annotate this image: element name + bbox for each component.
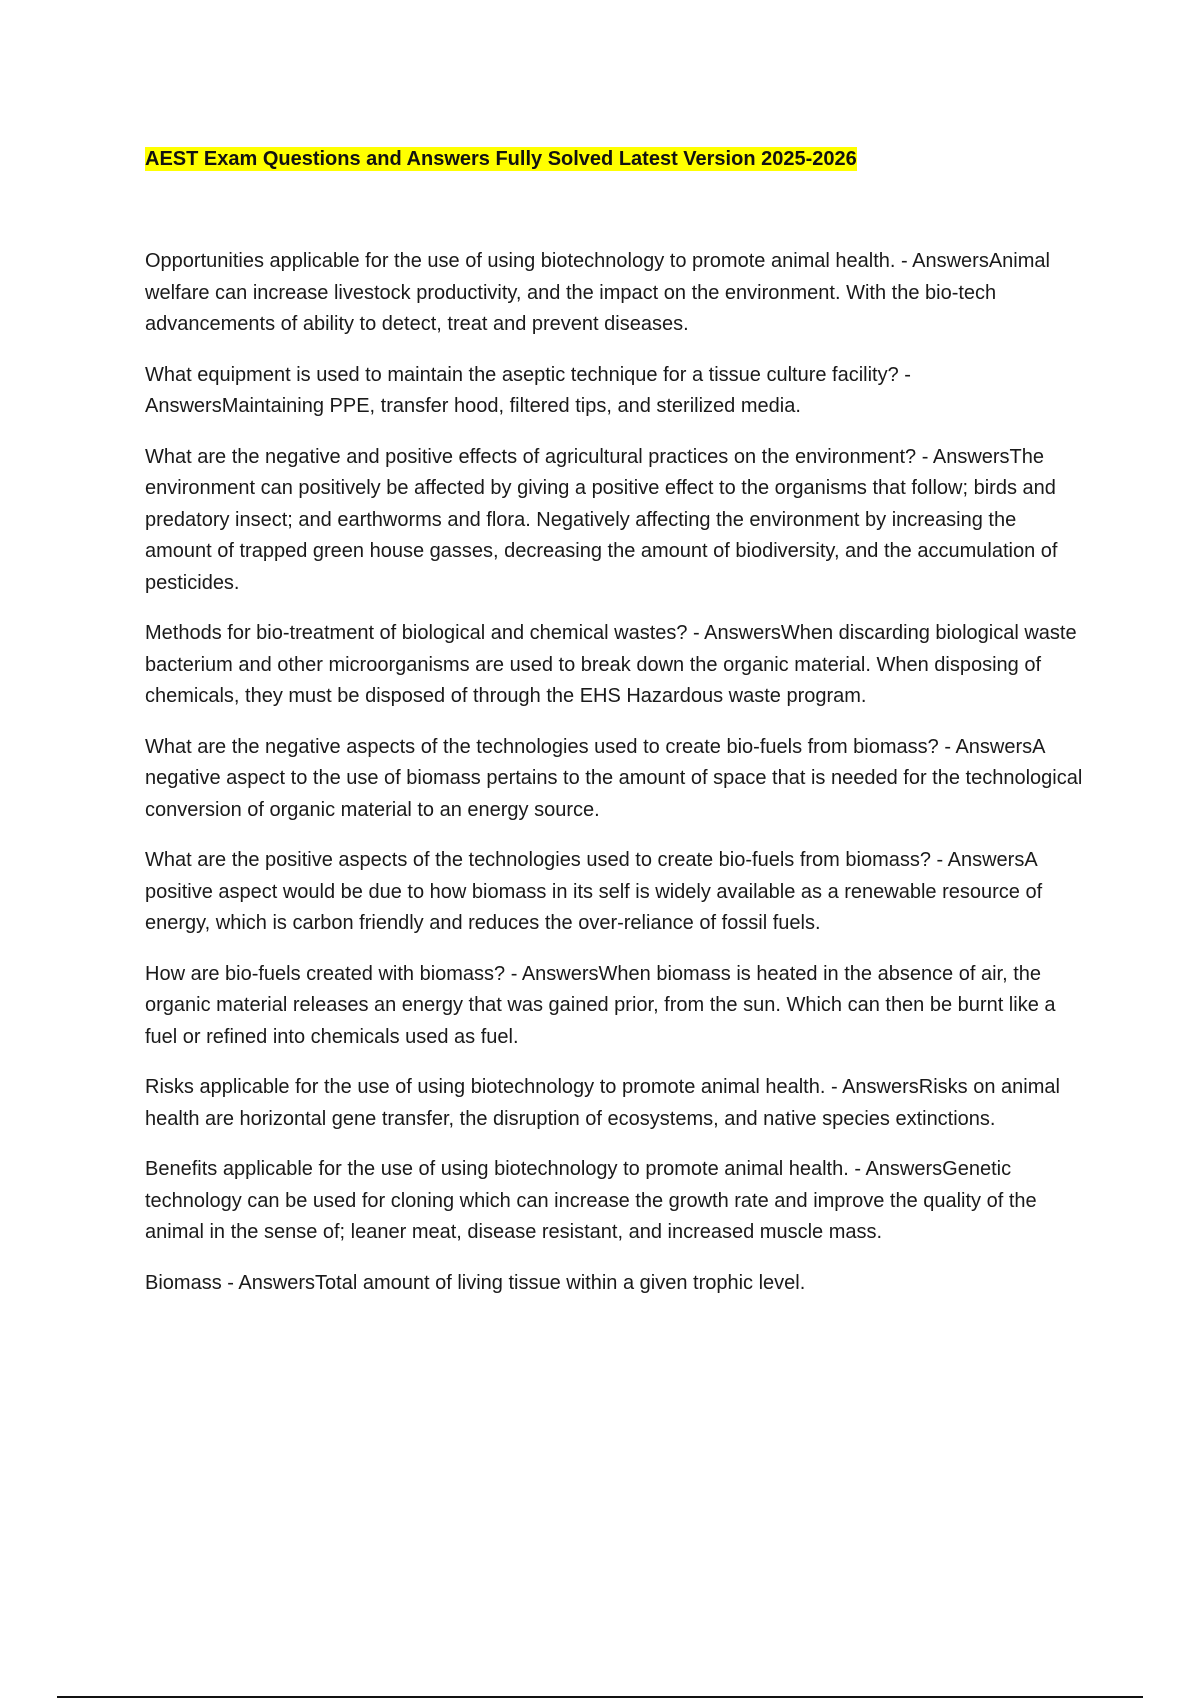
qa-item: How are bio-fuels created with biomass? - AnswersWhen biomass is heated in the absence of air, the organic material releases an energy that was gained prior, from the sun. Which can then be burnt like a fuel or refined into chemicals used as fuel. [145,962,1056,1048]
qa-item: Benefits applicable for the use of using biotechnology to promote animal health. - AnswersGenetic technology can be used for cloning which can increase the growth rate and improve the quality of the animal in the sense of; leaner meat, disease resistant, and increased muscle mass. [145,1158,1037,1243]
qa-item: What are the negative and positive effects of agricultural practices on the environment? - AnswersThe environment can positively be affected by giving a positive effect to the organisms that follow; birds and predatory insect; and earthworms and flora. Negatively affecting the environment by increasing the amount of trapped green house gasses, decreasing the amount of biodiversity, and the accumulation of pesticides. [145,445,1058,594]
qa-item: Methods for bio-treatment of biological and chemical wastes? - AnswersWhen discarding biological waste bacterium and other microorganisms are used to break down the organic material. When disposing of chemicals, they must be disposed of through the EHS Hazardous waste program. [145,622,1077,707]
qa-list [145,246,1085,1318]
qa-item: Risks applicable for the use of using biotechnology to promote animal health. - AnswersRisks on animal health are horizontal gene transfer, the disruption of ecosystems, and native species extinctions. [145,1076,1060,1130]
qa-item: Opportunities applicable for the use of using biotechnology to promote animal health. - AnswersAnimal welfare can increase livestock productivity, and the impact on the environment. With the bio-tech advancements of ability to detect, treat and prevent diseases. [145,250,1050,335]
document-title: AEST Exam Questions and Answers Fully Solved Latest Version 2025-2026 [145,148,857,170]
qa-item: What are the negative aspects of the technologies used to create bio-fuels from biomass? - AnswersA negative aspect to the use of biomass pertains to the amount of space that is needed for the technological conversion of organic material to an energy source. [145,735,1083,821]
qa-item: Biomass - AnswersTotal amount of living tissue within a given trophic level. [145,1271,806,1294]
footer-divider [57,1696,1143,1698]
qa-item: What are the positive aspects of the technologies used to create bio-fuels from biomass? - AnswersA positive aspect would be due to how biomass in its self is widely available as a renewable resource of energy, which is carbon friendly and reduces the over-reliance of fossil fuels. [145,849,1043,934]
qa-item: What equipment is used to maintain the aseptic technique for a tissue culture facility? - AnswersMaintaining PPE, transfer hood, filtered tips, and sterilized media. [145,363,911,417]
title-block [145,146,1140,172]
